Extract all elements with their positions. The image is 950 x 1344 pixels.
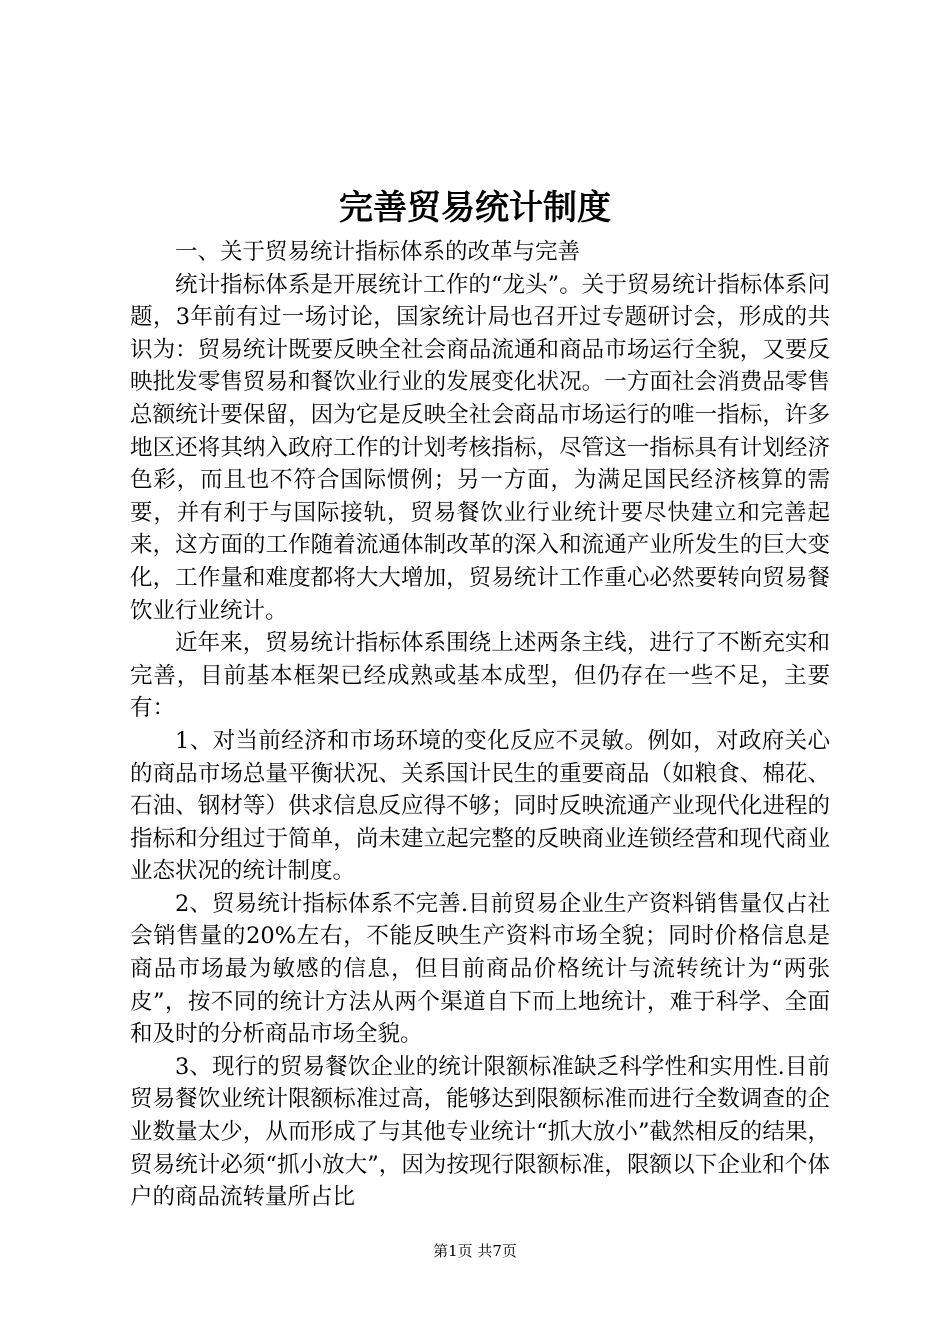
- section-heading: 一、关于贸易统计指标体系的改革与完善: [175, 239, 581, 265]
- document-body: [130, 236, 830, 1214]
- body-paragraph: 统计指标体系是开展统计工作的“龙头”。关于贸易统计指标体系问题，3年前有过一场讨论，国家统计局也召开过专题研讨会，形成的共识为：贸易统计既要反映全社会商品流通和商品市场运行全貌，又要反映批发零售贸易和餐饮业行业的发展变化状况。一方面社会消费品零售总额统计要保留，因为它是反映全社会商品市场运行的唯一指标，许多地区还将其纳入政府工作的计划考核指标，尽管这一指标具有计划经济色彩，而且也不符合国际惯例；另一方面，为满足国民经济核算的需要，并有利于与国际接轨，贸易餐饮业行业统计要尽快建立和完善起来，这方面的工作随着流通体制改革的深入和流通产业所发生的巨大变化，工作量和难度都将大大增加，贸易统计工作重心必然要转向贸易餐饮业行业统计。: [130, 271, 830, 624]
- list-item-paragraph: 3、现行的贸易餐饮企业的统计限额标准缺乏科学性和实用性.目前贸易餐饮业统计限额标准过高，能够达到限额标准而进行全数调查的企业数量太少，从而形成了与其他专业统计“抓大放小”截然相反的结果，贸易统计必须“抓小放大”，因为按现行限额标准，限额以下企业和个体户的商品流转量所占比: [130, 1053, 830, 1211]
- document-title: 完善贸易统计制度: [339, 188, 611, 228]
- page-footer: 第1页 共7页: [433, 1242, 517, 1260]
- body-paragraph: 近年来，贸易统计指标体系围绕上述两条主线，进行了不断充实和完善，目前基本框架已经成熟或基本成型，但仍存在一些不足，主要有：: [130, 630, 830, 722]
- list-item-paragraph: 1、对当前经济和市场环境的变化反应不灵敏。例如，对政府关心的商品市场总量平衡状况、关系国计民生的重要商品（如粮食、棉花、石油、钢材等）供求信息反应得不够；同时反映流通产业现代化进程的指标和分组过于简单，尚未建立起完整的反映商业连锁经营和现代商业业态状况的统计制度。: [130, 727, 830, 885]
- list-item-paragraph: 2、贸易统计指标体系不完善.目前贸易企业生产资料销售量仅占社会销售量的20%左右，不能反映生产资料市场全貌；同时价格信息是商品市场最为敏感的信息，但目前商品价格统计与流转统计为“两张皮”，按不同的统计方法从两个渠道自下而上地统计，难于科学、全面和及时的分析商品市场全貌。: [130, 890, 830, 1048]
